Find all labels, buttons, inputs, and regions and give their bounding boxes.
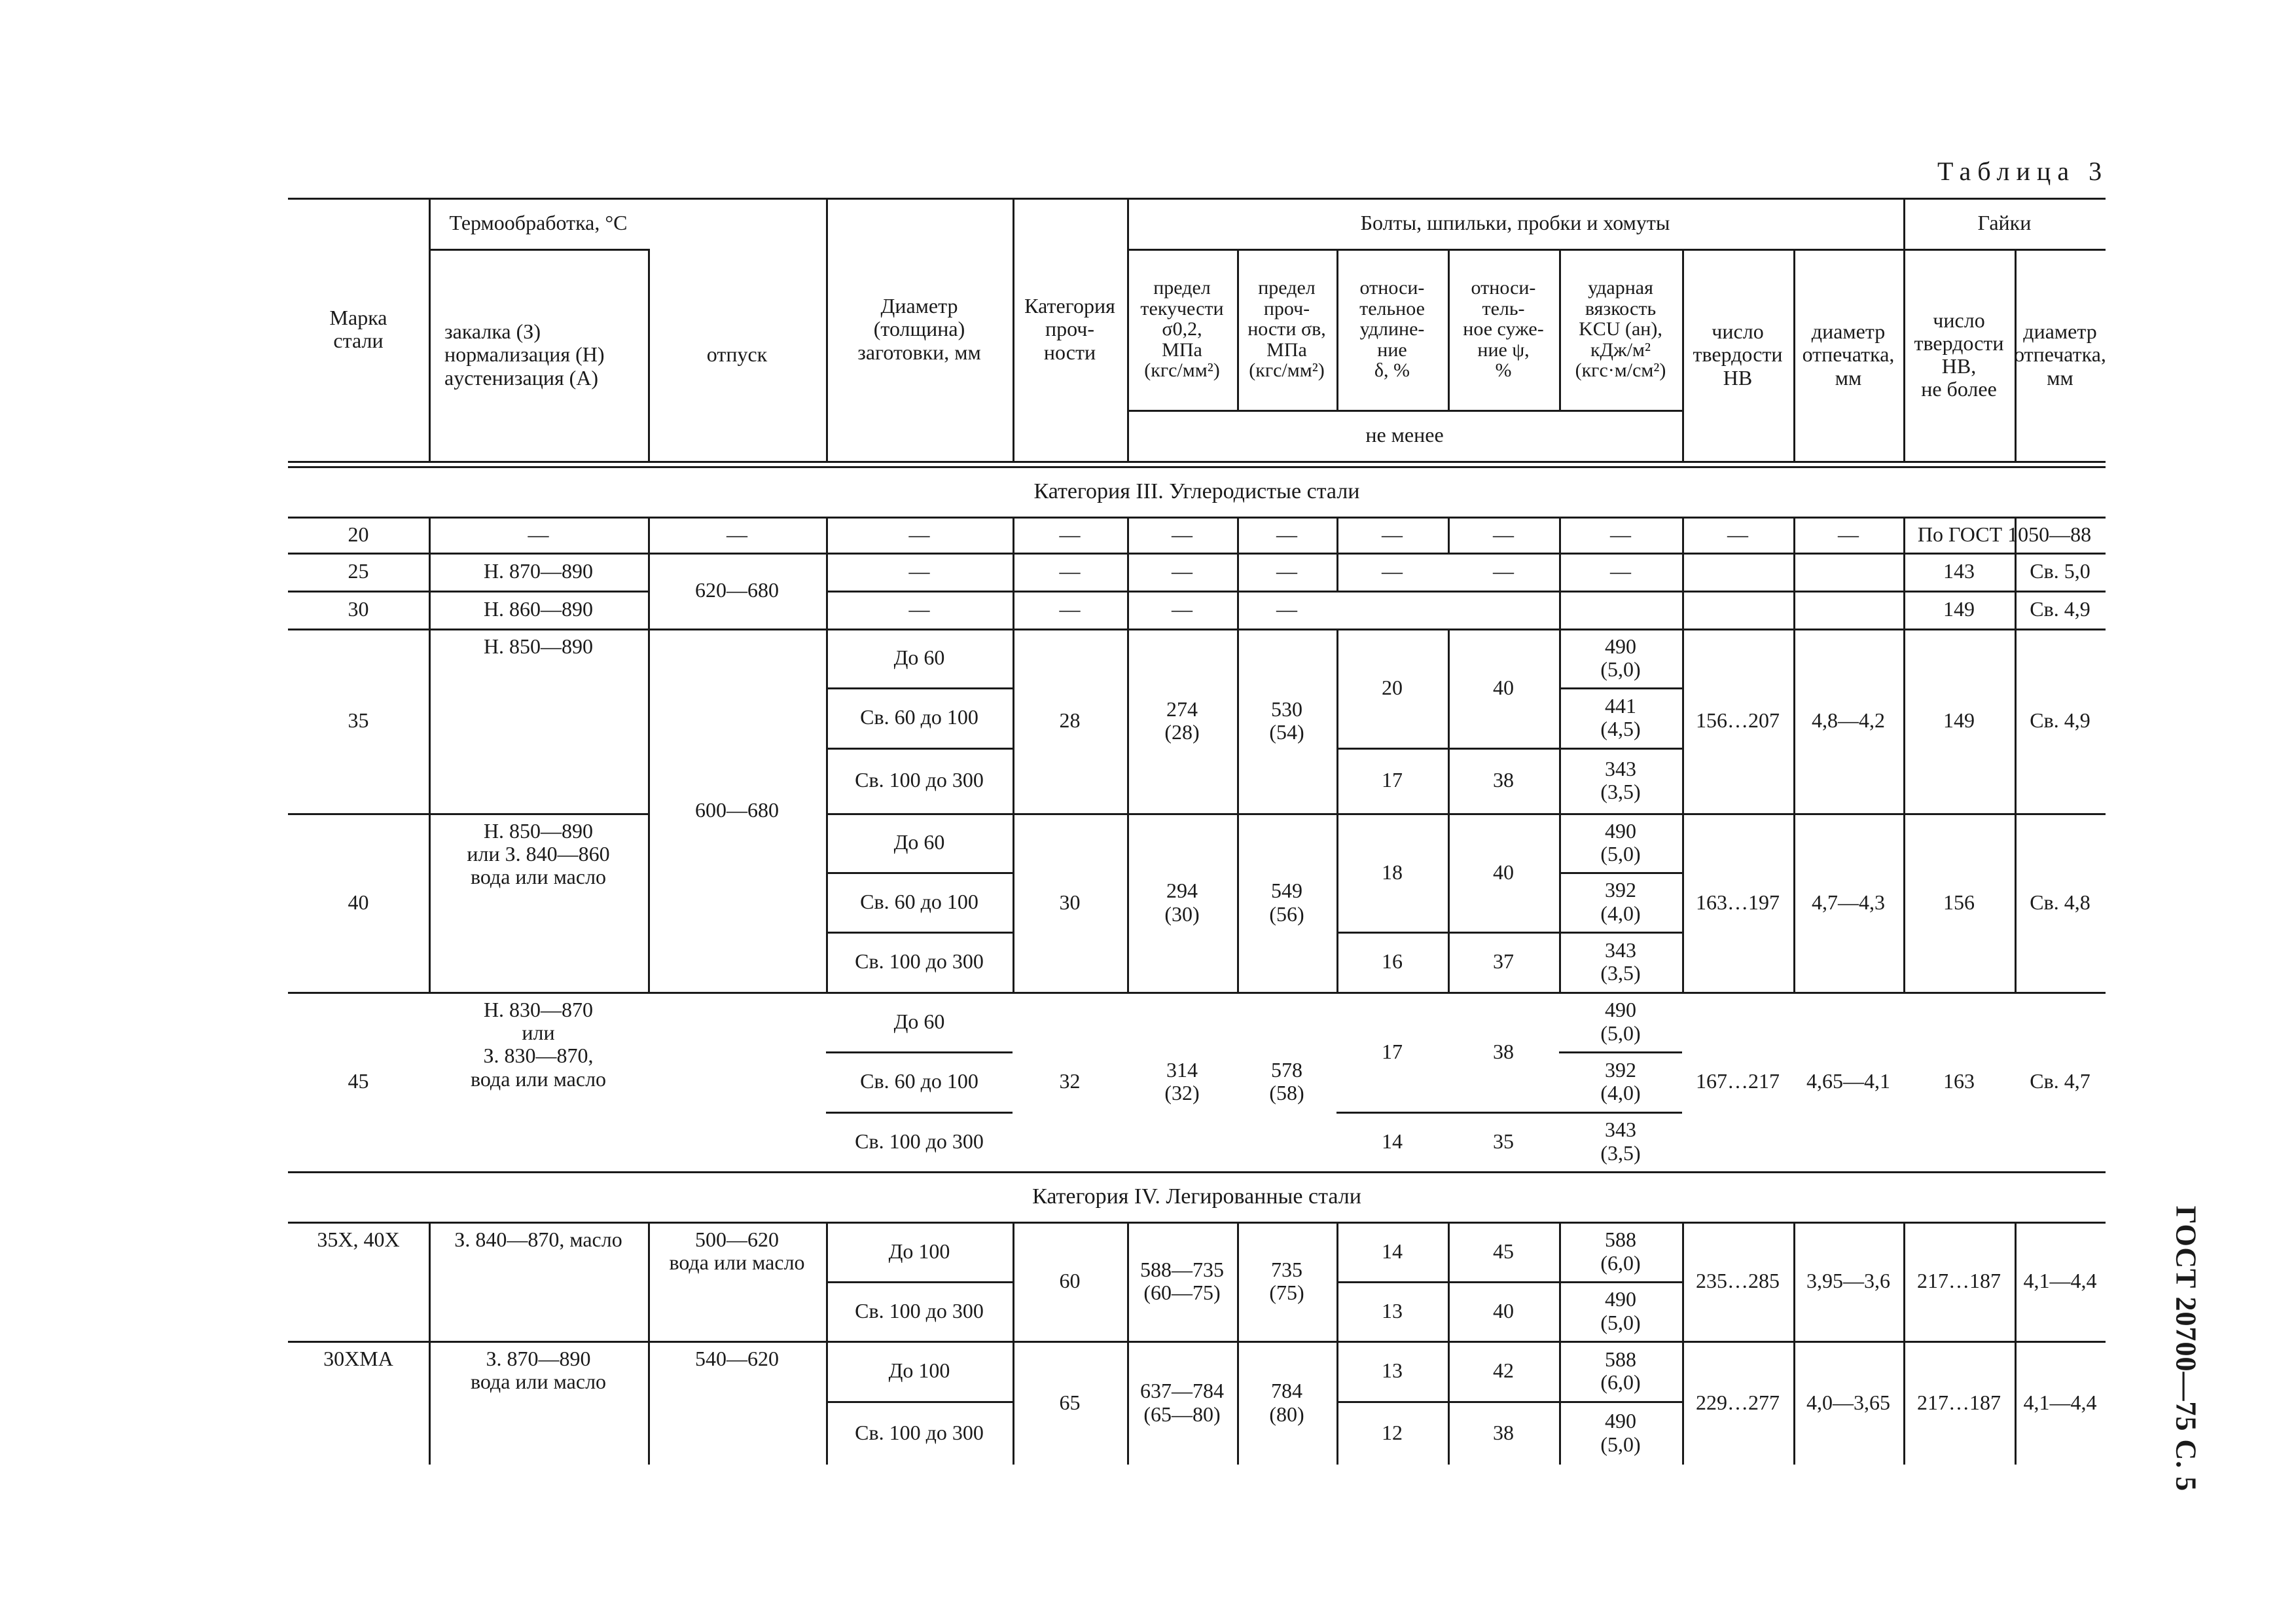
row35-nut-imprint: Св. 4,9 xyxy=(2030,708,2090,733)
row40-impact-1: 490 (5,0) xyxy=(1600,818,1641,866)
dash-cell: — xyxy=(908,597,930,621)
row35-elongation-2: 17 xyxy=(1382,768,1403,792)
dash-cell: — xyxy=(1276,522,1297,546)
row40-impact-3: 343 (3,5) xyxy=(1600,938,1641,985)
row45-elongation-1: 17 xyxy=(1382,1039,1403,1063)
dash-cell: — xyxy=(1493,559,1514,583)
header-imprint-diameter: диаметр отпечатка, мм xyxy=(1802,319,1895,390)
row30xma-nut-imprint: 4,1—4,4 xyxy=(2023,1390,2097,1414)
row35x-heat: З. 840—870, масло xyxy=(454,1228,622,1251)
row35x-tempering: 500—620 вода или масло xyxy=(669,1228,805,1275)
row35x-contraction-2: 40 xyxy=(1493,1298,1514,1322)
row45-diameter-3: Св. 100 до 300 xyxy=(855,1129,984,1153)
header-diameter: Диаметр (толщина) заготовки, мм xyxy=(857,294,981,364)
steel-properties-table xyxy=(288,198,2106,1465)
row35x-hardness: 235…285 xyxy=(1696,1269,1780,1293)
row35-category: 28 xyxy=(1059,708,1081,733)
row40-contraction-1: 40 xyxy=(1493,860,1514,884)
row35-impact-1: 490 (5,0) xyxy=(1600,634,1641,681)
row30xma-contraction-1: 42 xyxy=(1493,1359,1514,1383)
header-nut-hardness: число твердости HB, не более xyxy=(1914,308,2004,401)
carbon-tempering: 600—680 xyxy=(695,797,779,822)
row20-nuts-gost: По ГОСТ 1050—88 xyxy=(1917,522,2092,546)
row40-diameter-3: Св. 100 до 300 xyxy=(855,949,984,974)
row20-grade: 20 xyxy=(348,522,369,546)
row35-contraction-2: 38 xyxy=(1493,768,1514,792)
row40-category: 30 xyxy=(1059,890,1081,914)
dash-cell: — xyxy=(1610,559,1631,583)
row45-nut-imprint: Св. 4,7 xyxy=(2030,1069,2090,1093)
row35-impact-3: 343 (3,5) xyxy=(1600,756,1641,803)
row40-imprint: 4,7—4,3 xyxy=(1812,890,1885,914)
row30xma-impact-2: 490 (5,0) xyxy=(1600,1409,1641,1456)
dash-cell: — xyxy=(1493,522,1514,546)
row45-heat: Н. 830—870 или З. 830—870, вода или масло xyxy=(470,998,607,1091)
row35x-impact-1: 588 (6,0) xyxy=(1600,1228,1641,1275)
row35x-tensile: 735 (75) xyxy=(1269,1257,1304,1304)
header-tensile-strength: предел проч- ности σв, МПа (кгс/мм²) xyxy=(1247,277,1326,382)
row30xma-hardness: 229…277 xyxy=(1696,1390,1780,1414)
row45-tensile: 578 (58) xyxy=(1269,1057,1304,1104)
row30xma-contraction-2: 38 xyxy=(1493,1420,1514,1444)
row40-tensile: 549 (56) xyxy=(1269,879,1304,926)
row30xma-nut-hardness: 217…187 xyxy=(1917,1390,2001,1414)
dash-cell: — xyxy=(1172,559,1193,583)
header-contraction: относи- тель- ное суже- ние ψ, % xyxy=(1463,277,1544,382)
header-not-less: не менее xyxy=(1365,423,1444,447)
row45-category: 32 xyxy=(1059,1069,1081,1093)
row40-yield: 294 (30) xyxy=(1164,879,1200,926)
row25-grade: 25 xyxy=(348,559,369,583)
header-heat-treatment: Термообработка, °С xyxy=(449,211,628,235)
row40-nut-hardness: 156 xyxy=(1943,890,1975,914)
row35x-diameter-2: Св. 100 до 300 xyxy=(855,1298,984,1322)
dash-cell: — xyxy=(1727,522,1748,546)
header-nut-imprint: диаметр отпечатка, мм xyxy=(2014,319,2106,390)
dash-cell: — xyxy=(1276,597,1297,621)
row30-nut-hardness: 149 xyxy=(1943,597,1975,621)
dash-cell: — xyxy=(1610,522,1631,546)
dash-cell: — xyxy=(1172,522,1193,546)
row45-diameter-1: До 60 xyxy=(893,1009,945,1033)
row25-heat: Н. 870—890 xyxy=(483,559,594,583)
row40-diameter-1: До 60 xyxy=(893,830,945,854)
row30xma-imprint: 4,0—3,65 xyxy=(1806,1390,1890,1414)
row35x-nut-hardness: 217…187 xyxy=(1917,1269,2001,1293)
row40-impact-2: 392 (4,0) xyxy=(1600,878,1641,925)
row45-grade: 45 xyxy=(348,1069,369,1093)
row45-impact-2: 392 (4,0) xyxy=(1600,1057,1641,1104)
row35x-diameter-1: До 100 xyxy=(888,1239,950,1263)
row30-grade: 30 xyxy=(348,597,369,621)
dash-cell: — xyxy=(1276,559,1297,583)
row30-nut-imprint: Св. 4,9 xyxy=(2030,597,2090,621)
row30xma-grade: 30ХМА xyxy=(323,1347,393,1370)
table-caption: Таблица 3 xyxy=(1937,156,2109,186)
row40-elongation-2: 16 xyxy=(1382,949,1403,974)
row30xma-category: 65 xyxy=(1059,1390,1081,1414)
header-yield-strength: предел текучести σ0,2, МПа (кгс/мм²) xyxy=(1140,277,1224,382)
row40-elongation-1: 18 xyxy=(1382,860,1403,884)
row35x-nut-imprint: 4,1—4,4 xyxy=(2023,1269,2097,1293)
row30xma-tensile: 784 (80) xyxy=(1269,1379,1304,1426)
row30xma-elongation-1: 13 xyxy=(1382,1359,1403,1383)
row30xma-diameter-2: Св. 100 до 300 xyxy=(855,1420,984,1444)
header-tempering: отпуск xyxy=(706,342,768,367)
dash-cell: — xyxy=(1382,522,1403,546)
row35-heat: Н. 850—890 xyxy=(483,634,594,658)
row45-contraction-2: 35 xyxy=(1493,1129,1514,1153)
row35-hardness: 156…207 xyxy=(1696,708,1780,733)
dash-cell: — xyxy=(1059,522,1081,546)
row30xma-yield: 637—784 (65—80) xyxy=(1140,1379,1224,1426)
row40-diameter-2: Св. 60 до 100 xyxy=(860,889,978,913)
row40-contraction-2: 37 xyxy=(1493,949,1514,974)
rule xyxy=(288,461,2106,463)
row35-tensile: 530 (54) xyxy=(1269,697,1304,744)
header-steel-grade: Марка стали xyxy=(329,305,387,352)
document-side-title: ГОСТ 20700—75 С. 5 xyxy=(2170,1205,2202,1492)
row45-impact-1: 490 (5,0) xyxy=(1600,998,1641,1045)
row35x-impact-2: 490 (5,0) xyxy=(1600,1287,1641,1334)
row45-yield: 314 (32) xyxy=(1164,1057,1200,1104)
row35x-elongation-1: 14 xyxy=(1382,1239,1403,1263)
row35-diameter-3: Св. 100 до 300 xyxy=(855,768,984,792)
row30-heat: Н. 860—890 xyxy=(483,597,594,621)
row35-grade: 35 xyxy=(348,708,369,733)
header-impact-strength: ударная вязкость KCU (aн), кДж/м² (кгс·м/см²) xyxy=(1575,277,1666,382)
dash-cell: — xyxy=(908,522,930,546)
row35-yield: 274 (28) xyxy=(1164,697,1200,744)
dash-cell: — xyxy=(1059,597,1081,621)
row35x-elongation-2: 13 xyxy=(1382,1298,1403,1322)
header-hardness: число твердости HB xyxy=(1693,319,1783,390)
row35x-contraction-1: 45 xyxy=(1493,1239,1514,1263)
row45-imprint: 4,65—4,1 xyxy=(1806,1069,1890,1093)
row35x-grade: 35Х, 40Х xyxy=(317,1228,400,1251)
row25-nut-hardness: 143 xyxy=(1943,559,1975,583)
row25-nut-imprint: Св. 5,0 xyxy=(2030,559,2090,583)
dash-cell: — xyxy=(1382,559,1403,583)
row45-contraction-1: 38 xyxy=(1493,1039,1514,1063)
dash-cell: — xyxy=(528,522,549,546)
row40-hardness: 163…197 xyxy=(1696,890,1780,914)
category-heading: Категория IV. Легированные стали xyxy=(1032,1184,1361,1209)
row35x-yield: 588—735 (60—75) xyxy=(1140,1257,1224,1304)
row35-nut-hardness: 149 xyxy=(1943,708,1975,733)
row35-contraction-1: 40 xyxy=(1493,676,1514,700)
dash-cell: — xyxy=(1059,559,1081,583)
row35x-category: 60 xyxy=(1059,1269,1081,1293)
row30xma-tempering: 540—620 xyxy=(695,1347,779,1370)
row40-nut-imprint: Св. 4,8 xyxy=(2030,890,2090,914)
row45-hardness: 167…217 xyxy=(1696,1069,1780,1093)
header-nuts: Гайки xyxy=(1977,211,2032,235)
row30xma-diameter-1: До 100 xyxy=(888,1359,950,1383)
row45-elongation-2: 14 xyxy=(1382,1129,1403,1153)
dash-cell: — xyxy=(726,522,747,546)
row35-imprint: 4,8—4,2 xyxy=(1812,708,1885,733)
row30xma-impact-1: 588 (6,0) xyxy=(1600,1347,1641,1394)
header-quenching: закалка (З) нормализация (Н) aустенизация (А) xyxy=(444,319,605,390)
header-elongation: относи- тельное удлине- ние δ, % xyxy=(1359,277,1425,382)
row45-impact-3: 343 (3,5) xyxy=(1600,1118,1641,1165)
row45-diameter-2: Св. 60 до 100 xyxy=(860,1069,978,1093)
row25-30-tempering: 620—680 xyxy=(695,578,779,602)
header-strength-category: Категория проч- ности xyxy=(1024,294,1115,364)
row35-impact-2: 441 (4,5) xyxy=(1600,693,1641,740)
row40-grade: 40 xyxy=(348,890,369,914)
dash-cell: — xyxy=(1172,597,1193,621)
dash-cell: — xyxy=(908,559,930,583)
row35-diameter-2: Св. 60 до 100 xyxy=(860,705,978,729)
row35x-imprint: 3,95—3,6 xyxy=(1806,1269,1890,1293)
row35-diameter-1: До 60 xyxy=(893,646,945,670)
dash-cell: — xyxy=(1838,522,1859,546)
row40-heat: Н. 850—890 или З. 840—860 вода или масло xyxy=(467,819,610,889)
row30xma-elongation-2: 12 xyxy=(1382,1420,1403,1444)
row35-elongation-1: 20 xyxy=(1382,676,1403,700)
category-heading: Категория III. Углеродистые стали xyxy=(1033,479,1360,503)
header-bolts: Болты, шпильки, пробки и хомуты xyxy=(1360,211,1670,235)
row30xma-heat: З. 870—890 вода или масло xyxy=(470,1347,607,1394)
row45-nut-hardness: 163 xyxy=(1943,1069,1975,1093)
